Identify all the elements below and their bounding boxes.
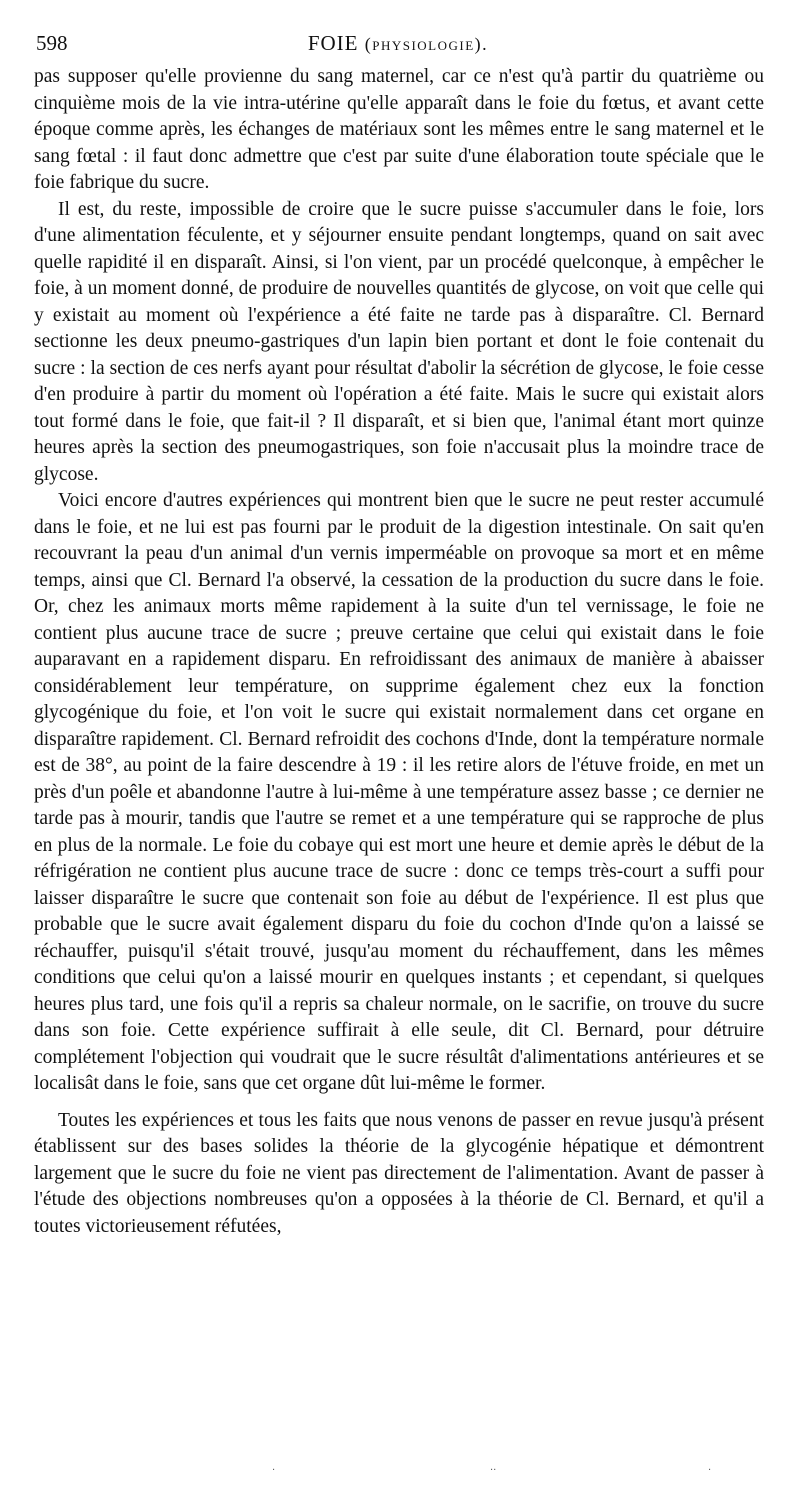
page-number: 598 [36, 31, 68, 55]
footer-mark: .. [490, 1462, 497, 1473]
running-head-title: FOIE [307, 31, 359, 55]
paragraph-further-experiments: Voici encore d'autres expériences qui montrent bien que le sucre ne peut rester accumulé dans le foie, et ne lui est pas fourni par le produit de la digestion intestinale. On sait qu'en recouvrant la peau d'un animal d'un vernis imperméable on provoque sa mort et en même temps, ainsi que Cl. Bernard l'a observé, la cessation de la production du sucre dans le foie. Or, chez les animaux morts même rapidement à la suite d'un tel vernissage, le foie ne contient plus aucune trace de sucre ; preuve certaine que celui qui existait dans le foie auparavant en a rapidement disparu. En refroidissant des animaux de manière à abaisser considérablement leur température, on supprime également chez eux la fonction glycogénique du foie, et l'on voit le sucre qui existait normalement dans cet organe en disparaître rapidement. Cl. Bernard refroidit des cochons d'Inde, dont la température normale est de 38°, au point de la faire descendre à 19 : il les retire alors de l'étuve froide, en met un près d'un poêle et abandonne l'autre à lui-même à une température assez basse ; ce dernier ne tarde pas à mourir, tandis que l'autre se remet et a une température qui se rapproche de plus en plus de la normale. Le foie du cobaye qui est mort une heure et demie après le début de la réfrigération ne contient plus aucune trace de sucre : donc ce temps très-court a suffi pour laisser disparaître le sucre que contenait son foie au début de l'expérience. Il est plus que probable que le sucre avait également disparu du foie du cochon d'Inde qu'on a laissé se réchauffer, puisqu'il s'était trouvé, jusqu'au moment du réchauffement, dans les mêmes conditions que celui qu'on a laissé mourir en quelques instants ; et cependant, si quelques heures plus tard, une fois qu'il a repris sa chaleur normale, on le sacrifie, on trouve du sucre dans son foie. Cette expérience suffirait à elle seule, dit Cl. Bernard, pour détruire complétement l'objection qui voudrait que le sucre résultât d'alimentations antérieures et se localisât dans le foie, sans que cet organe dût lui-même le former. [34, 490, 764, 1094]
paragraph-continuation: pas supposer qu'elle provienne du sang maternel, car ce n'est qu'à partir du quatrième ou cinquième mois de la vie intra-utérine qu'elle apparaît dans le foie du fœtus, et avant cette époque comme après, les échanges de matériaux sont les mêmes entre le sang maternel et le sang fœtal : il faut donc admettre que c'est par suite d'une élaboration toute spéciale que le foie fabrique du sucre. [34, 66, 764, 193]
footer-mark: . [708, 1462, 712, 1473]
paragraph-conclusion: Toutes les expériences et tous les faits que nous venons de passer en revue jusqu'à présent établissent sur des bases solides la théorie de la glycogénie hépatique et démontrent largement que le sucre du foie ne vient pas directement de l'alimentation. Avant de passer à l'étude des objections nombreuses qu'on a opposées à la théorie de Cl. Bernard, et qu'il a toutes victorieusement réfutées, [34, 1109, 764, 1237]
footer-mark: . [272, 1462, 276, 1473]
running-head-subtitle: (physiologie). [364, 34, 489, 54]
paragraph-sugar-disappearance: Il est, du reste, impossible de croire que le sucre puisse s'accumuler dans le foie, lors d'une alimentation féculente, et y séjourner ensuite pendant longtemps, quand on sait avec quelle rapidité il en disparaît. Ainsi, si l'on vient, par un procédé quelconque, à empêcher le foie, à un moment donné, de produire de nouvelles quantités de glycose, on voit que celle qui y existait au moment où l'expérience a été faite ne tarde pas à disparaître. Cl. Bernard sectionne les deux pneumo-gastriques d'un lapin bien portant et dont le foie contenait du sucre : la section de ces nerfs ayant pour résultat d'abolir la sécrétion de glycose, le foie cesse d'en produire à partir du moment où l'opération a été faite. Mais le sucre qui existait alors tout formé dans le foie, que fait-il ? Il disparaît, et si bien que, l'animal étant mort quinze heures après la section des pneumogastriques, son foie n'accusait plus la moindre trace de glycose. [34, 198, 764, 485]
page-header [36, 28, 760, 58]
page-body [34, 64, 764, 1240]
page-footer-marks [0, 1462, 800, 1476]
running-head [36, 28, 760, 59]
